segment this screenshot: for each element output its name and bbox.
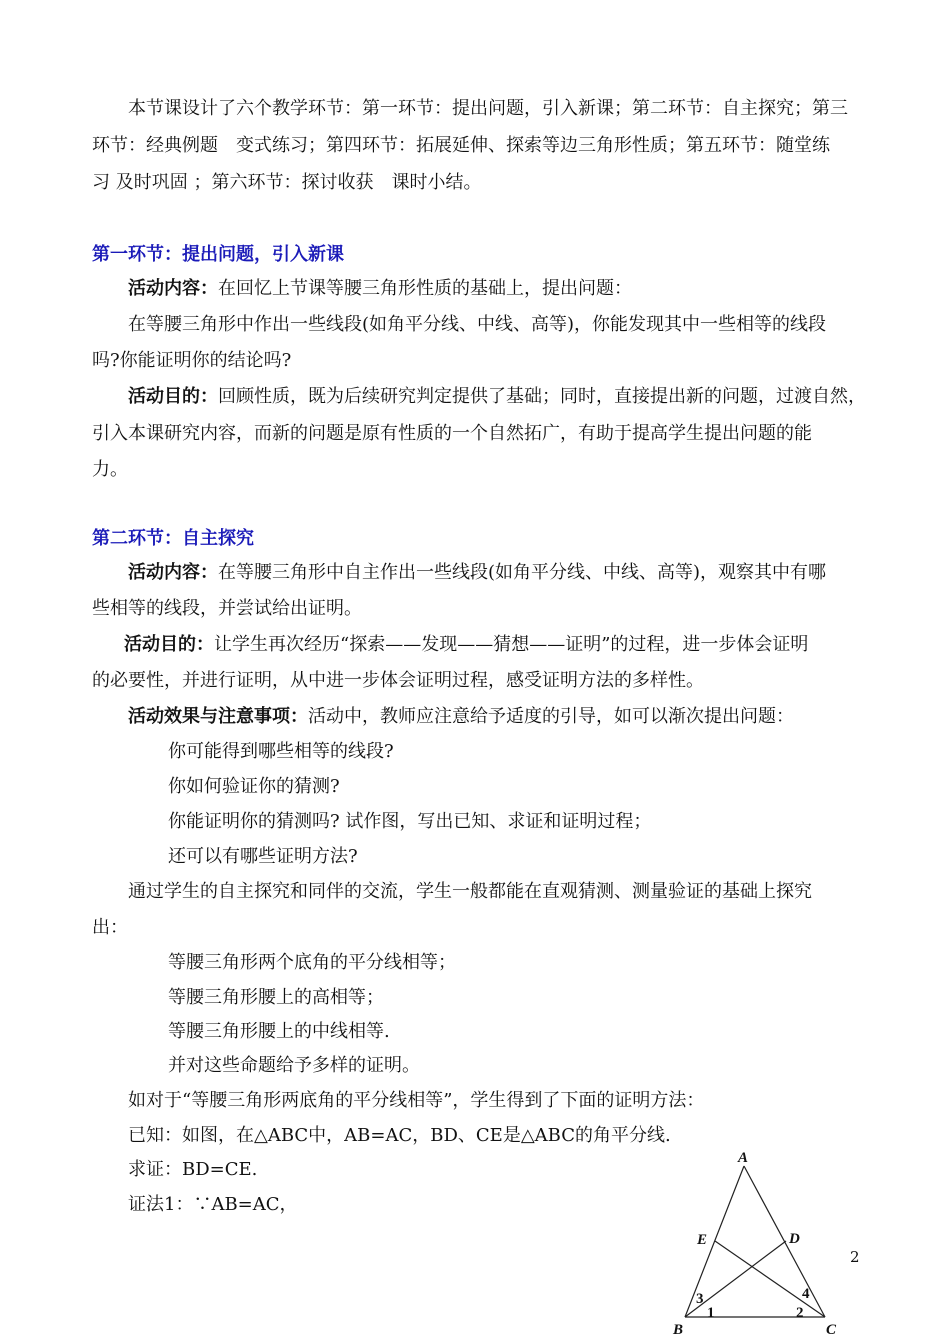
section2-purpose-text: 让学生再次经历“探索——发现——猜想——证明”的过程，进一步体会证明 [214, 634, 809, 655]
prove-statement: 求证：BD=CE. [128, 1159, 258, 1180]
explore-line-2: 出： [92, 917, 128, 938]
section1-purpose-text: 回顾性质，既为后续研究判定提供了基础；同时，直接提出新的问题，过渡自然， [218, 386, 866, 407]
section1-heading: 第一环节：提出问题，引入新课 [92, 244, 344, 265]
finding-3: 等腰三角形腰上的中线相等. [168, 1021, 390, 1042]
section2-purpose-line-2: 的必要性，并进行证明，从中进一步体会证明过程，感受证明方法的多样性。 [92, 670, 704, 691]
vertex-a-label: A [738, 1150, 749, 1166]
section2-effect [128, 705, 794, 729]
question-4: 还可以有哪些证明方法? [168, 846, 358, 867]
intro-line-1: 本节课设计了六个教学环节：第一环节：提出问题，引入新课；第二环节：自主探究；第三 [128, 98, 848, 119]
section1-content-line-3: 吗?你能证明你的结论吗? [92, 350, 292, 371]
angle-1-label: 1 [707, 1305, 715, 1321]
vertex-c-label: C [826, 1322, 837, 1338]
triangle-figure [665, 1140, 850, 1344]
explore-line-1: 通过学生的自主探究和同伴的交流，学生一般都能在直观猜测、测量验证的基础上探究 [128, 881, 812, 902]
finding-2: 等腰三角形腰上的高相等； [168, 987, 384, 1008]
section2-content [128, 561, 826, 585]
section1-purpose-label: 活动目的： [128, 386, 218, 407]
vertex-b-label: B [673, 1322, 684, 1338]
section1-content-line-2: 在等腰三角形中作出一些线段(如角平分线、中线、高等)，你能发现其中一些相等的线段 [128, 314, 827, 335]
section2-purpose [124, 633, 808, 657]
finding-4: 并对这些命题给予多样的证明。 [168, 1055, 420, 1076]
point-e-label: E [697, 1232, 708, 1248]
section1-content [128, 277, 632, 301]
angle-2-label: 2 [796, 1305, 804, 1321]
section1-content-label: 活动内容： [128, 278, 218, 299]
section1-purpose-line-2: 引入本课研究内容，而新的问题是原有性质的一个自然拓广，有助于提高学生提出问题的能 [92, 423, 812, 444]
question-1: 你可能得到哪些相等的线段? [168, 741, 394, 762]
finding-1: 等腰三角形两个底角的平分线相等； [168, 952, 456, 973]
angle-3-label: 3 [696, 1291, 704, 1307]
section2-heading: 第二环节：自主探究 [92, 528, 254, 549]
section2-content-line-2: 些相等的线段，并尝试给出证明。 [92, 598, 362, 619]
section1-content-text: 在回忆上节课等腰三角形性质的基础上，提出问题： [218, 278, 632, 299]
page-number: 2 [850, 1248, 860, 1266]
given-statement: 已知：如图，在△ABC中，AB=AC，BD、CE是△ABC的角平分线. [128, 1125, 671, 1146]
question-3: 你能证明你的猜测吗? 试作图，写出已知、求证和证明过程； [168, 811, 652, 832]
proof-method-1: 证法1：∵AB=AC， [128, 1194, 298, 1215]
section1-purpose-line-3: 力。 [92, 459, 128, 480]
intro-line-2: 环节：经典例题 变式练习；第四环节：拓展延伸、探索等边三角形性质；第五环节：随堂练 [92, 135, 830, 156]
point-d-label: D [789, 1231, 800, 1247]
section2-content-text: 在等腰三角形中自主作出一些线段(如角平分线、中线、高等)，观察其中有哪 [218, 562, 827, 583]
intro-line-3: 习 及时巩固 ；第六环节：探讨收获 课时小结。 [92, 172, 482, 193]
section2-effect-text: 活动中，教师应注意给予适度的引导，如可以渐次提出问题： [308, 706, 794, 727]
section2-effect-label: 活动效果与注意事项： [128, 706, 308, 727]
section2-purpose-label: 活动目的： [124, 634, 214, 655]
question-2: 你如何验证你的猜测? [168, 776, 340, 797]
section1-purpose [128, 385, 866, 409]
example-intro: 如对于“等腰三角形两底角的平分线相等”，学生得到了下面的证明方法： [128, 1090, 705, 1111]
angle-4-label: 4 [802, 1286, 810, 1302]
section2-content-label: 活动内容： [128, 562, 218, 583]
